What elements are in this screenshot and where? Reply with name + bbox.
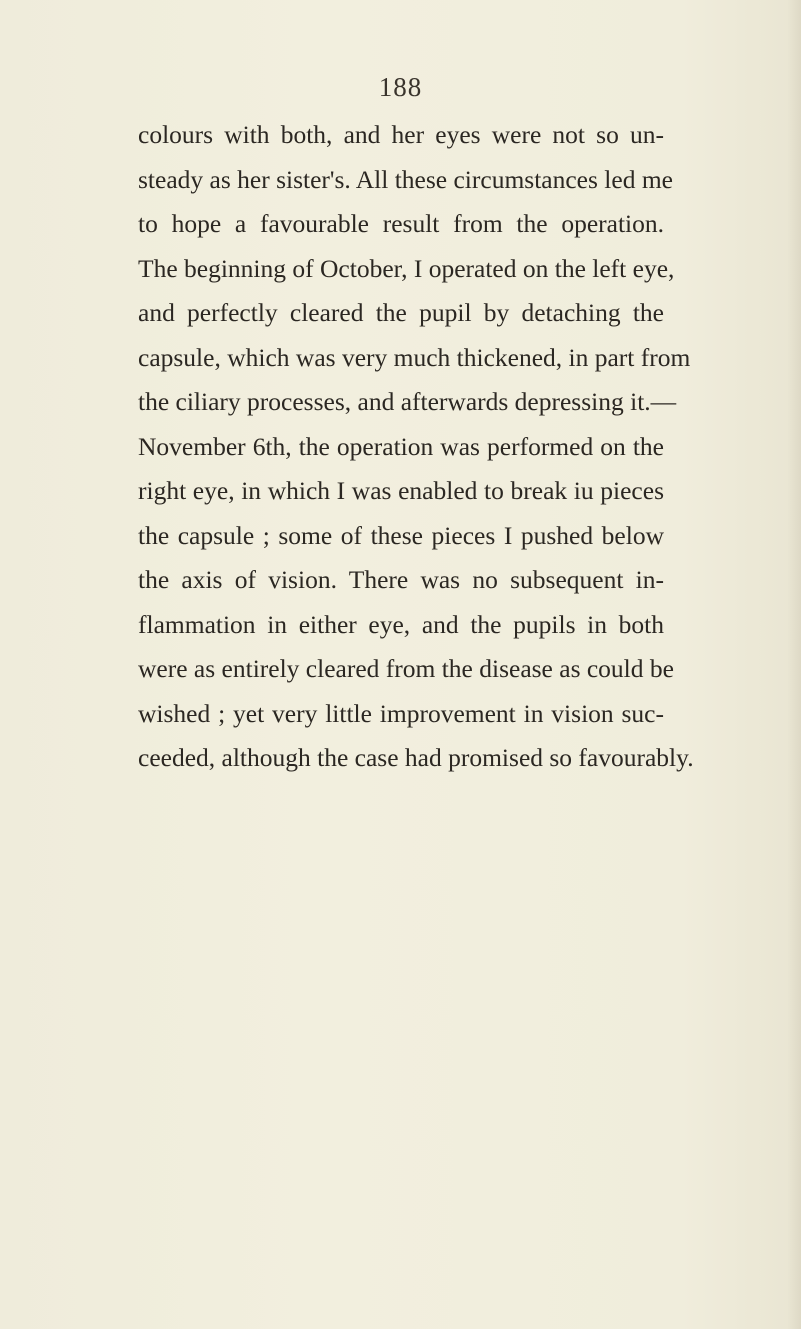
text-line: and perfectly cleared the pupil by detaching the (138, 298, 664, 327)
page-edge-shadow (787, 0, 801, 1329)
text-line: were as entirely cleared from the disease as could be (138, 654, 674, 683)
text-line: the axis of vision. There was no subsequent in- (138, 565, 664, 594)
text-line: the ciliary processes, and afterwards depressing it.— (138, 387, 677, 416)
page-number: 188 (378, 72, 423, 102)
text-line: the capsule ; some of these pieces I pushed below (138, 520, 664, 550)
text-line: steady as her sister's. All these circumstances led me (138, 164, 673, 194)
text-line: colours with both, and her eyes were not so un- (138, 120, 664, 149)
text-line: ceeded, although the case had promised so favourably. (138, 743, 694, 772)
text-line: The beginning of October, I operated on the left eye, (138, 253, 675, 283)
text-line: wished ; yet very little improvement in vision suc- (138, 698, 664, 728)
text-line: capsule, which was very much thickened, in part from (138, 342, 691, 372)
text-line: to hope a favourable result from the operation. (138, 209, 664, 238)
text-line: flammation in either eye, and the pupils in both (138, 609, 664, 639)
text-line: right eye, in which I was enabled to break iu pieces (138, 476, 664, 505)
text-line: November 6th, the operation was performed on the (138, 431, 664, 461)
body-text (138, 113, 694, 781)
